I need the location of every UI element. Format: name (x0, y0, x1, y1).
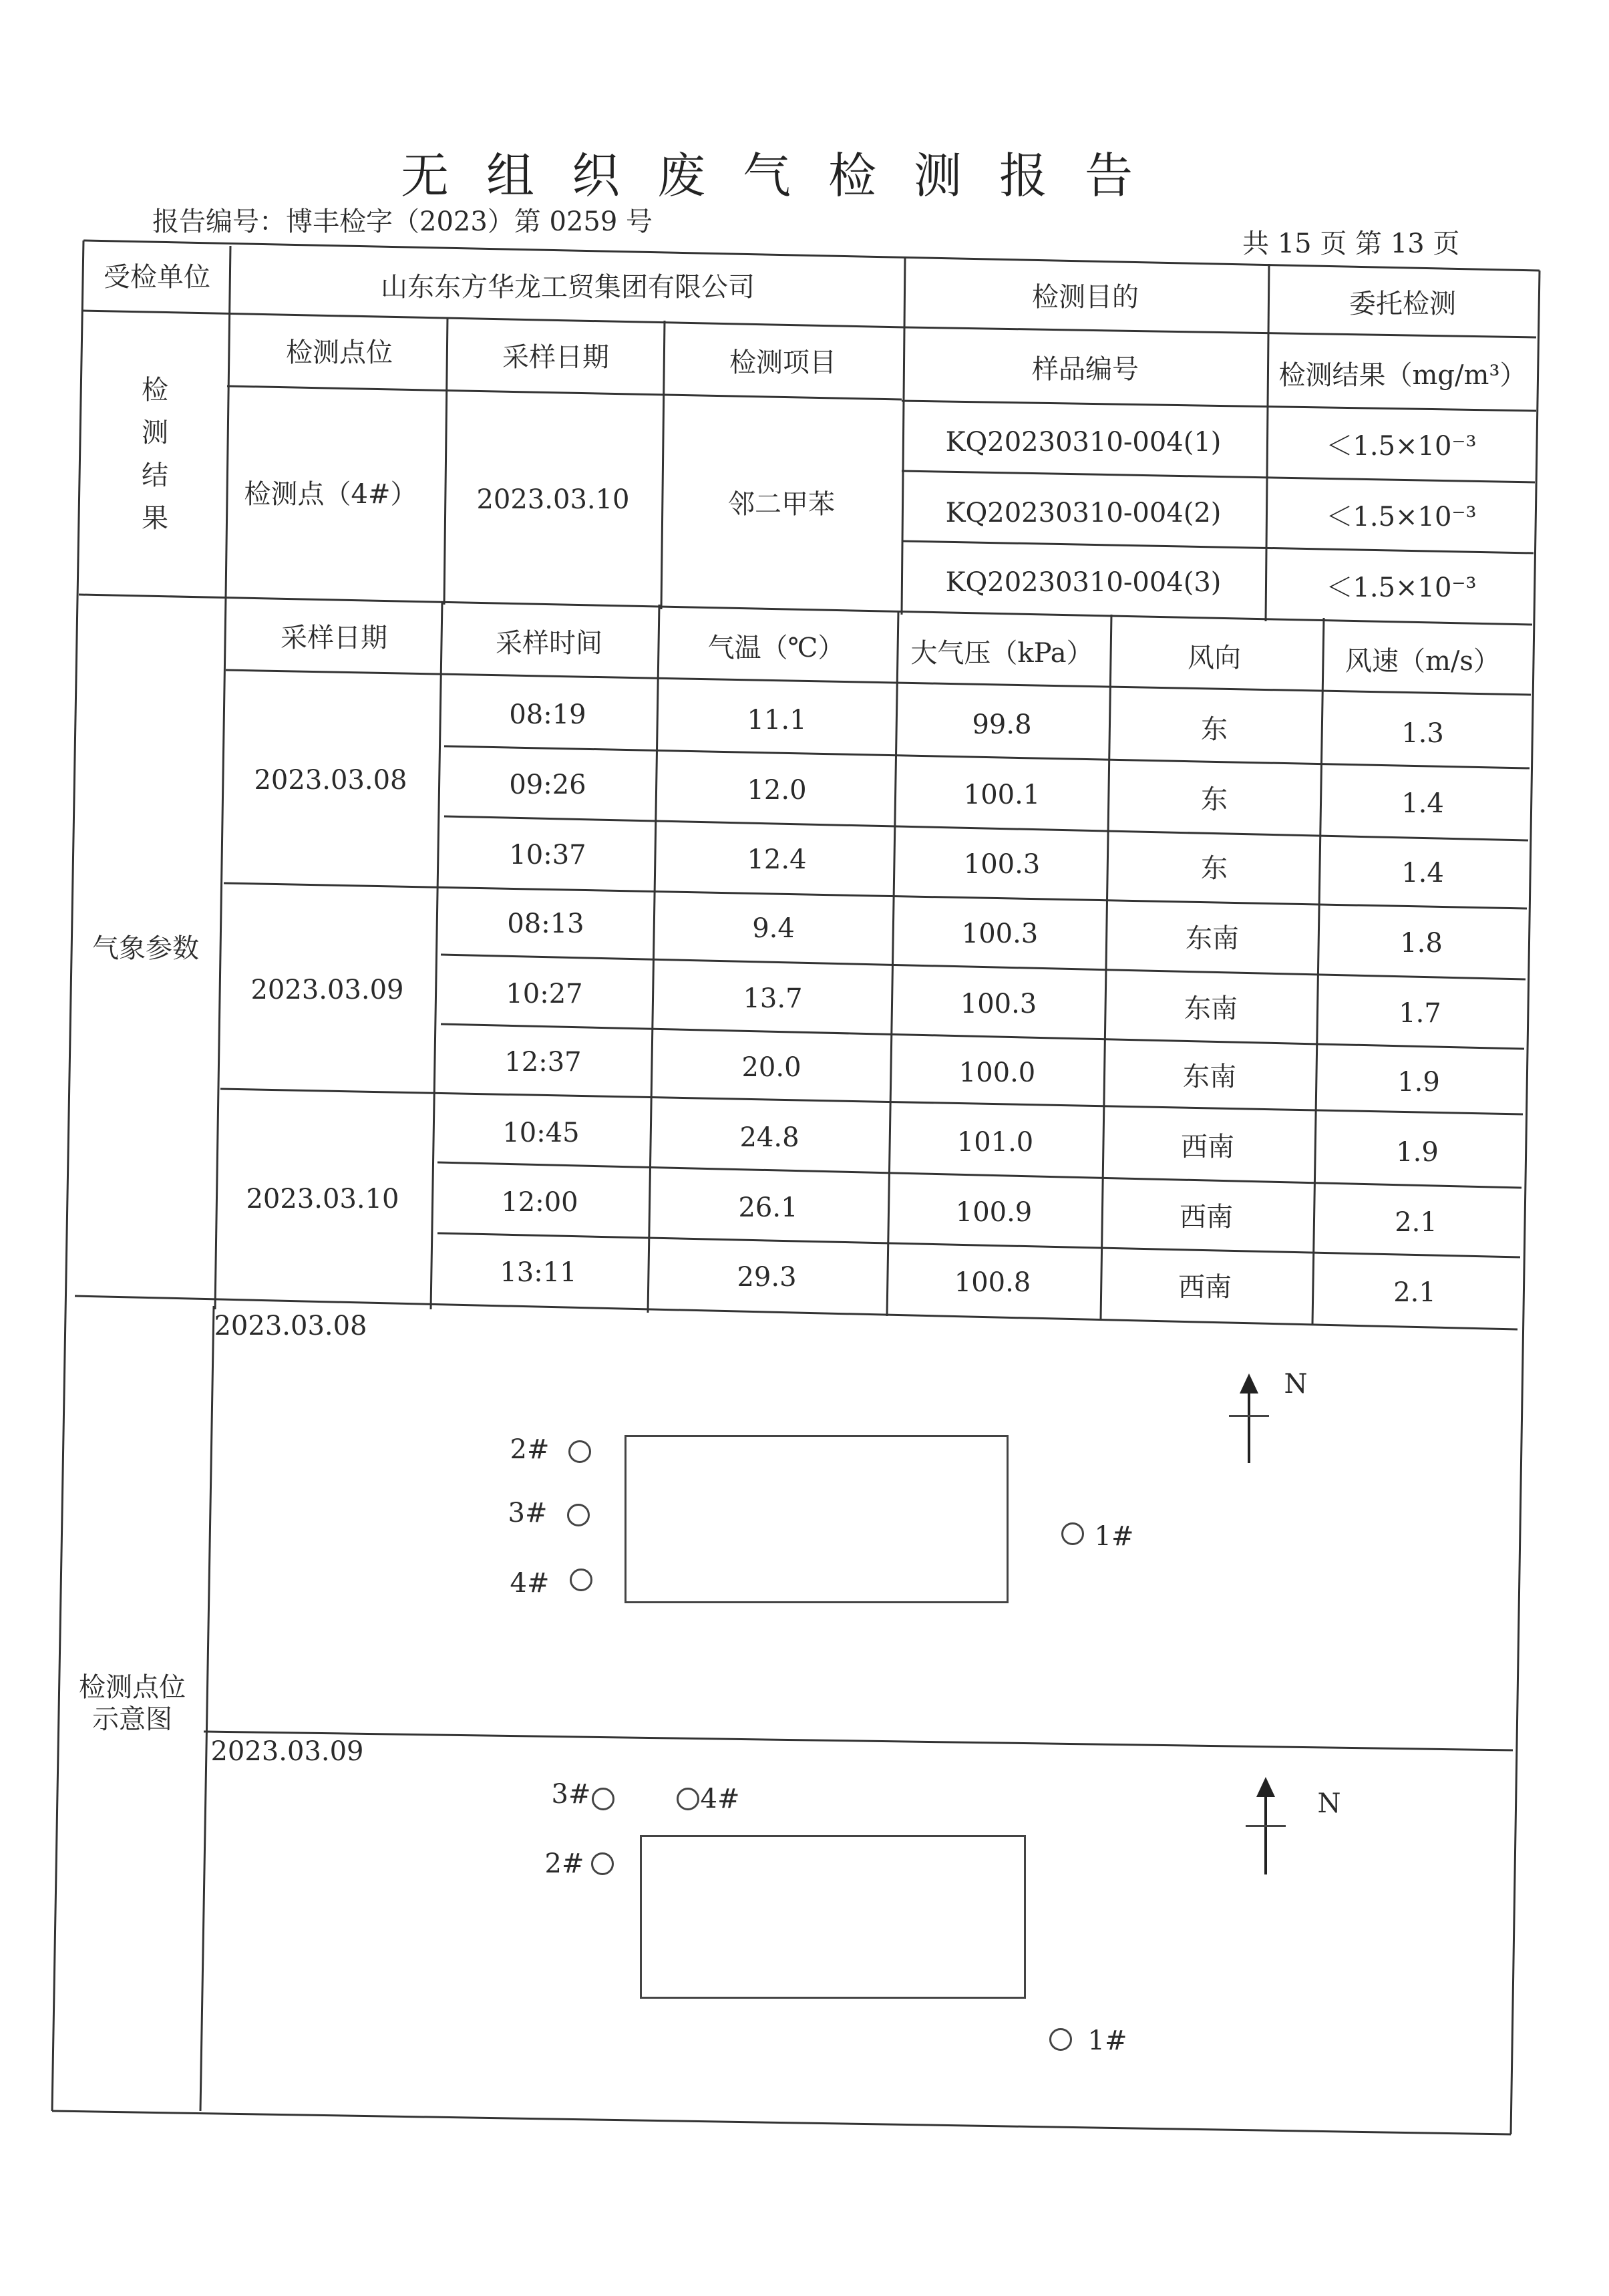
weather-time: 12:37 (504, 1047, 582, 1078)
map1-label-1: 1# (1094, 1521, 1134, 1552)
weather-pressure: 100.3 (960, 989, 1037, 1019)
weather-pressure: 100.9 (955, 1197, 1033, 1228)
weather-time: 10:45 (502, 1118, 580, 1148)
weather-pressure: 100.0 (958, 1057, 1036, 1088)
weather-pressure: 100.1 (963, 780, 1041, 810)
weather-direction: 东南 (1186, 923, 1239, 954)
map1-label-3: 3# (508, 1498, 548, 1528)
weather-date: 2023.03.09 (250, 975, 404, 1005)
report-number: 报告编号：博丰检字（2023）第 0259 号 (152, 206, 653, 237)
weather-direction: 西南 (1178, 1272, 1232, 1303)
sample-result: ＜1.5×10⁻³ (1326, 431, 1477, 462)
weather-header-temp: 气温（℃） (707, 633, 845, 663)
results-item: 邻二甲苯 (728, 489, 835, 520)
map2-label-1: 1# (1087, 2025, 1127, 2056)
weather-pressure: 100.8 (954, 1267, 1031, 1298)
weather-speed: 1.9 (1397, 1067, 1440, 1098)
weather-direction: 西南 (1181, 1132, 1234, 1162)
weather-time: 13:11 (500, 1257, 577, 1288)
weather-temp: 29.3 (737, 1262, 797, 1293)
map1-label-2: 2# (510, 1434, 550, 1465)
map1-date: 2023.03.08 (214, 1311, 367, 1341)
inspected-unit: 山东东方华龙工贸集团有限公司 (381, 272, 755, 303)
map2-point-3-marker (592, 1788, 614, 1810)
weather-speed: 1.7 (1399, 998, 1441, 1029)
weather-header-direction: 风向 (1188, 643, 1241, 673)
weather-speed: 1.8 (1400, 928, 1443, 959)
purpose-label: 检测目的 (1032, 282, 1139, 313)
map2-point-4-marker (677, 1788, 699, 1810)
weather-header-speed: 风速（m/s） (1345, 646, 1500, 677)
results-header-date: 采样日期 (502, 342, 609, 373)
weather-pressure: 99.8 (972, 709, 1032, 740)
results-header-result: 检测结果（mg/m³） (1278, 360, 1527, 391)
results-point: 检测点（4#） (244, 479, 417, 510)
weather-speed: 1.4 (1401, 788, 1444, 819)
weather-pressure: 101.0 (956, 1127, 1034, 1158)
weather-time: 10:27 (506, 979, 583, 1009)
inspected-unit-label: 受检单位 (104, 262, 210, 293)
weather-temp: 13.7 (743, 983, 803, 1014)
sample-id: KQ20230310-004(1) (945, 427, 1222, 458)
sample-id: KQ20230310-004(3) (945, 567, 1222, 598)
purpose-value: 委托检测 (1349, 289, 1456, 319)
map2-label-3: 3# (551, 1779, 591, 1810)
weather-time: 12:00 (501, 1187, 578, 1218)
results-date: 2023.03.10 (476, 484, 630, 515)
weather-temp: 26.1 (738, 1192, 798, 1223)
weather-direction: 西南 (1180, 1202, 1233, 1233)
map2-north-tick (1246, 1825, 1286, 1827)
map1-point-3-marker (567, 1504, 590, 1526)
results-header-sample-id: 样品编号 (1032, 354, 1139, 385)
weather-speed: 1.3 (1401, 718, 1444, 749)
weather-time: 08:13 (507, 909, 584, 939)
map2-north-arrow-icon (1264, 1794, 1267, 1874)
weather-speed: 2.1 (1395, 1207, 1437, 1238)
weather-direction: 东 (1201, 784, 1228, 815)
map2-point-2-marker (591, 1852, 614, 1875)
weather-header-time: 采样时间 (496, 628, 602, 659)
map1-point-1-marker (1061, 1522, 1084, 1545)
map2-point-1-marker (1049, 2028, 1072, 2051)
weather-temp: 9.4 (752, 913, 795, 944)
weather-temp: 20.0 (741, 1052, 801, 1083)
sample-id: KQ20230310-004(2) (945, 498, 1222, 528)
weather-speed: 2.1 (1393, 1277, 1436, 1308)
weather-pressure: 100.3 (961, 919, 1039, 949)
map1-label-4: 4# (510, 1568, 550, 1599)
diagram-section-label: 检测点位示意图 (79, 1672, 186, 1735)
weather-direction: 东 (1201, 853, 1228, 884)
weather-date: 2023.03.10 (246, 1184, 399, 1214)
weather-temp: 24.8 (739, 1122, 799, 1153)
weather-pressure: 100.3 (963, 849, 1041, 880)
results-header-item: 检测项目 (729, 347, 836, 378)
map2-date: 2023.03.09 (210, 1736, 364, 1767)
weather-speed: 1.9 (1396, 1137, 1439, 1168)
weather-temp: 12.4 (747, 844, 807, 875)
weather-header-pressure: 大气压（kPa） (910, 638, 1093, 669)
weather-section-label: 气象参数 (92, 933, 199, 964)
map1-point-2-marker (568, 1440, 591, 1463)
map2-plant-outline (640, 1835, 1026, 1999)
weather-temp: 12.0 (747, 775, 807, 806)
weather-direction: 东 (1201, 714, 1228, 745)
sample-result: ＜1.5×10⁻³ (1326, 572, 1477, 603)
map2-north-label: N (1317, 1788, 1341, 1819)
weather-temp: 11.1 (747, 705, 807, 735)
map2-label-2: 2# (544, 1848, 584, 1879)
sample-result: ＜1.5×10⁻³ (1326, 502, 1477, 532)
map1-plant-outline (624, 1435, 1009, 1603)
page-title: 无组织废气检测报告 (401, 148, 1171, 204)
weather-speed: 1.4 (1401, 858, 1444, 888)
map1-north-tick (1229, 1415, 1269, 1417)
weather-time: 10:37 (509, 840, 586, 870)
weather-direction: 东南 (1183, 1061, 1236, 1092)
page-info: 共 15 页 第 13 页 (1242, 228, 1460, 259)
results-section-label: 检测结果 (142, 375, 168, 534)
weather-header-date: 采样日期 (281, 623, 387, 653)
weather-time: 08:19 (509, 699, 586, 730)
weather-date: 2023.03.08 (254, 765, 407, 796)
map1-north-arrow-icon (1248, 1391, 1250, 1463)
weather-time: 09:26 (509, 770, 586, 800)
map1-point-4-marker (570, 1569, 592, 1591)
map2-label-4: 4# (700, 1784, 740, 1814)
weather-direction: 东南 (1184, 993, 1238, 1024)
results-header-point: 检测点位 (286, 337, 393, 368)
map1-north-label: N (1284, 1369, 1308, 1400)
